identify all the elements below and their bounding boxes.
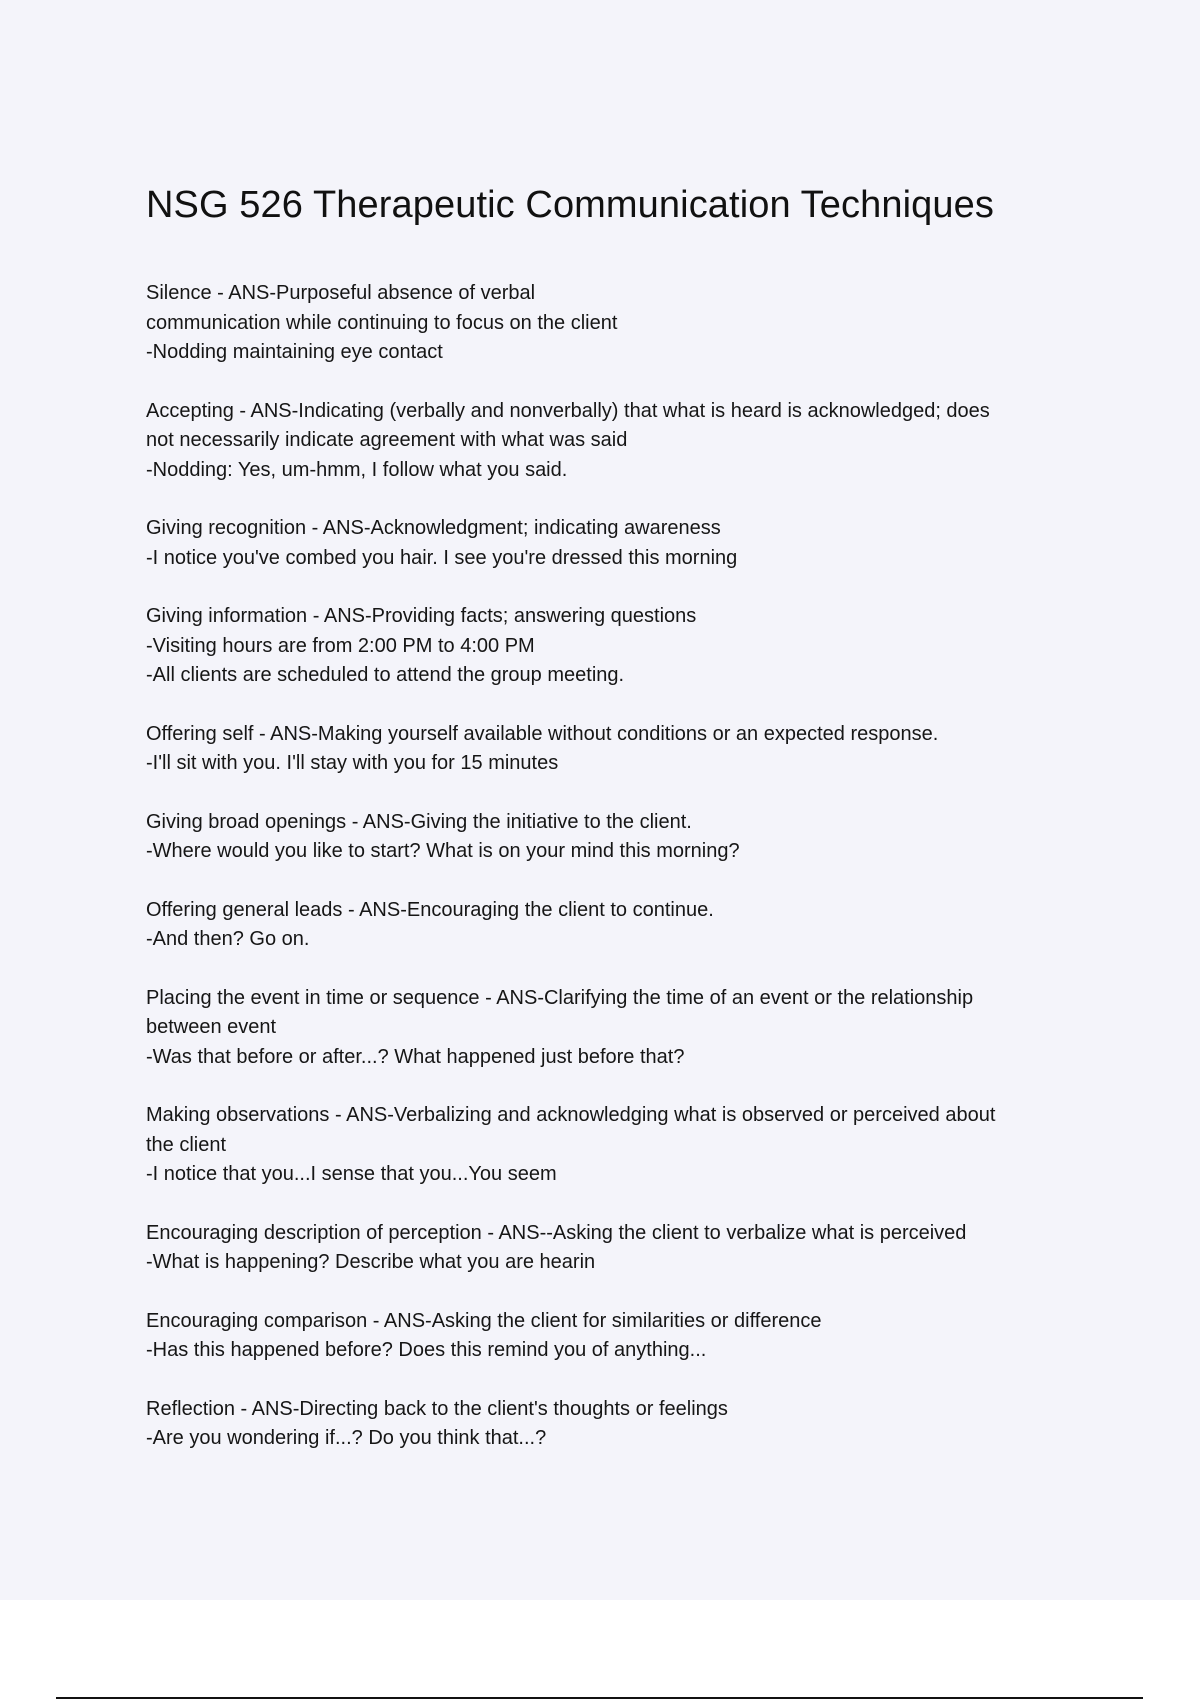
technique-text-line: -I notice that you...I sense that you...You seem	[146, 1163, 557, 1185]
technique-text-line: -I'll sit with you. I'll stay with you for 15 minutes	[146, 752, 559, 774]
technique-entry	[146, 1307, 1096, 1366]
technique-entry	[146, 602, 1096, 691]
technique-text-line: -Has this happened before? Does this remind you of anything...	[146, 1339, 707, 1361]
technique-definition-line: Offering self - ANS-Making yourself available without conditions or an expected response.	[146, 722, 939, 745]
technique-entry	[146, 984, 1096, 1073]
technique-text-line: -Was that before or after...? What happened just before that?	[146, 1045, 685, 1068]
technique-entry	[146, 279, 1096, 368]
technique-entry	[146, 720, 1096, 779]
technique-definition-line: Giving recognition - ANS-Acknowledgment; indicating awareness	[146, 517, 721, 539]
technique-text-line: -Nodding maintaining eye contact	[146, 341, 443, 363]
technique-definition-line: Reflection - ANS-Directing back to the client's thoughts or feelings	[146, 1397, 728, 1420]
technique-text-line: -Nodding: Yes, um-hmm, I follow what you said.	[146, 458, 568, 481]
technique-entry	[146, 1219, 1096, 1278]
technique-text-line: not necessarily indicate agreement with what was said	[146, 429, 628, 451]
technique-entry	[146, 1101, 1096, 1190]
technique-definition-line: Encouraging description of perception - ANS--Asking the client to verbalize what is perceived	[146, 1221, 967, 1244]
technique-definition-line: Giving broad openings - ANS-Giving the initiative to the client.	[146, 810, 692, 833]
technique-definition-line: Making observations - ANS-Verbalizing and acknowledging what is observed or perceived about	[146, 1104, 996, 1126]
technique-text-line: between event	[146, 1016, 277, 1038]
technique-entry	[146, 1395, 1096, 1454]
technique-definition-line: Silence - ANS-Purposeful absence of verbal	[146, 282, 536, 304]
technique-entry	[146, 514, 1096, 573]
technique-entry	[146, 896, 1096, 955]
technique-definition-line: Placing the event in time or sequence - ANS-Clarifying the time of an event or the relationship	[146, 986, 974, 1009]
technique-text-line: -Visiting hours are from 2:00 PM to 4:00 PM	[146, 634, 535, 657]
technique-text-line: the client	[146, 1133, 227, 1156]
technique-definition-line: Offering general leads - ANS-Encouraging the client to continue.	[146, 898, 714, 921]
footer-divider	[56, 1697, 1143, 1699]
page-title: NSG 526 Therapeutic Communication Techniques	[146, 184, 994, 226]
technique-entry	[146, 397, 1096, 486]
technique-definition-line: Encouraging comparison - ANS-Asking the client for similarities or difference	[146, 1309, 822, 1332]
technique-text-line: communication while continuing to focus on the client	[146, 311, 618, 334]
technique-definition-line: Giving information - ANS-Providing facts; answering questions	[146, 605, 697, 627]
technique-text-line: -What is happening? Describe what you are hearin	[146, 1251, 596, 1273]
technique-text-line: -I notice you've combed you hair. I see you're dressed this morning	[146, 546, 738, 569]
technique-entry	[146, 808, 1096, 867]
technique-text-line: -Where would you like to start? What is on your mind this morning?	[146, 840, 740, 862]
technique-text-line: -All clients are scheduled to attend the group meeting.	[146, 664, 625, 686]
technique-text-line: -And then? Go on.	[146, 928, 310, 950]
technique-list	[146, 279, 1096, 1483]
technique-text-line: -Are you wondering if...? Do you think that...?	[146, 1427, 547, 1449]
technique-definition-line: Accepting - ANS-Indicating (verbally and nonverbally) that what is heard is acknowledged; does	[146, 399, 990, 422]
